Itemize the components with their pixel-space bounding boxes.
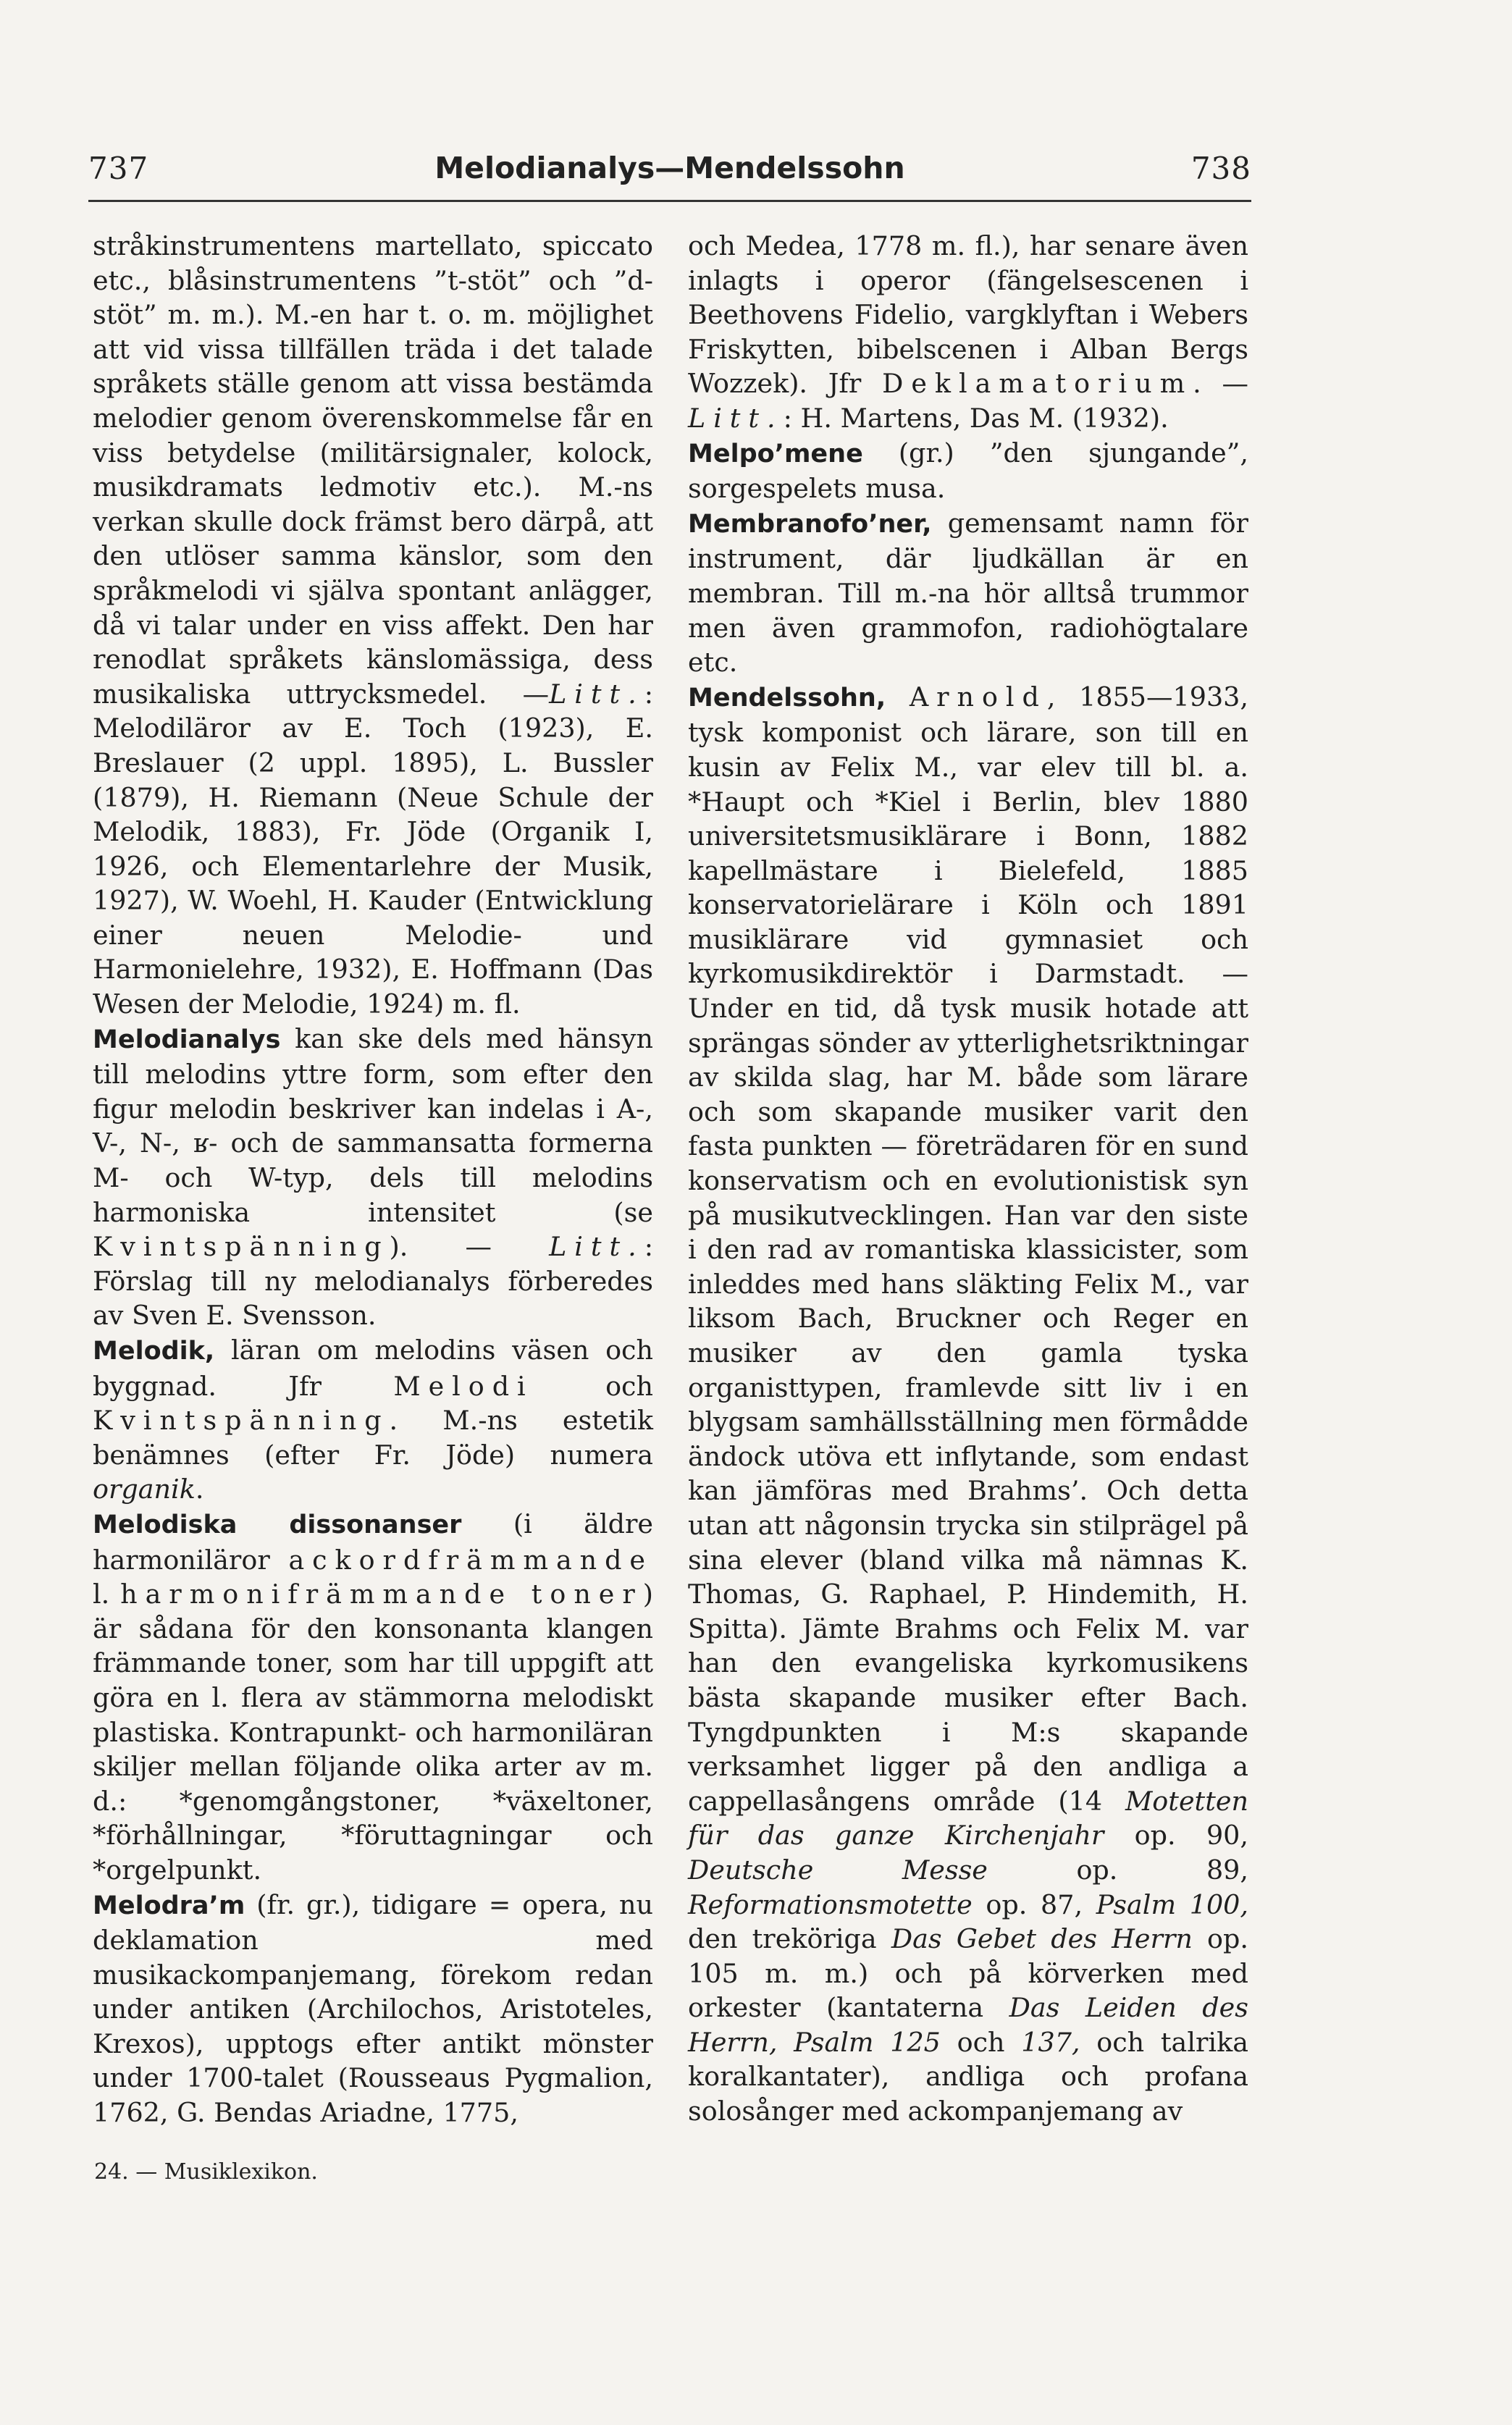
right-page-number: 738 xyxy=(1190,151,1251,186)
left-column xyxy=(93,229,653,2130)
entry-melodianalys: Melodianalys kan ske dels med hänsyn till melodins yttre form, som efter den figur melodin beskriver kan indelas i A-, V-, N-, ʁ- och de sammansatta formerna M- och W-typ, dels till melodins harmoniska intensitet (se Kvintspänning). — Litt.: Förslag till ny melodianalys förberedes av Sven E. Svensson. xyxy=(93,1022,653,1332)
headword-melodiska-dissonanser: Melodiska dissonanser xyxy=(93,1510,462,1539)
right-column xyxy=(688,229,1248,2129)
headword-mendelssohn: Mendelssohn, xyxy=(688,683,886,713)
entry-membranofoner: Membranofo’ner, gemensamt namn för instrument, där ljudkällan är en membran. Till m.-na hör alltså trummor men även grammofon, radiohögtalare etc. xyxy=(688,507,1248,678)
headword-melpomene: Melpo’mene xyxy=(688,439,863,468)
headword-melodik: Melodik, xyxy=(93,1337,215,1366)
headword-melodianalys: Melodianalys xyxy=(93,1025,281,1054)
left-page-number: 737 xyxy=(88,151,149,186)
running-title: Melodianalys—Mendelssohn xyxy=(434,151,905,185)
entry-mendelssohn: Mendelssohn, Arnold, 1855—1933, tysk komponist och lärare, son till en kusin av Felix M., var elev till bl. a. *Haupt och *Kiel i Berlin, blev 1880 universitetsmusiklärare i Bonn, 1882 kapellmästare i Bielefeld, 1885 konservatorielärare i Köln och 1891 musiklärare vid gymnasiet och kyrkomusikdirektör i Darmstadt. — Under en tid, då tysk musik hotade att sprängas sönder av ytterlighetsriktningar av skilda slag, har M. både som lärare och som skapande musiker varit den fasta punkten — företrädaren för en sund konservatism och en evolutionistisk syn på musikutvecklingen. Han var den siste i den rad av romantiska klassicister, som inleddes med hans släkting Felix M., var liksom Bach, Bruckner och Reger en musiker av den gamla tyska organisttypen, framlevde sitt liv i en blygsam samhällsställning men förmådde ändock utöva ett inflytande, som endast kan jämföras med Brahms’. Och detta utan att någonsin trycka sin stilprägel på sina elever (bland vilka må nämnas K. Thomas, G. Raphael, P. Hindemith, H. Spitta). Jämte Brahms och Felix M. var han den evangeliska kyrkomusikens bästa skapande musiker efter Bach. Tyngdpunkten i M:s skapande verksamhet ligger på den andliga a cappellasångens område (14 Motetten für das ganze Kirchenjahr op. 90, Deutsche Messe op. 89, Reformationsmotette op. 87, Psalm 100, den treköriga Das Gebet des Herrn op. 105 m. m.) och på körverken med orkester (kantaterna Das Leiden des Herrn, Psalm 125 och 137, och talrika koralkantater), andliga och profana solosånger med ackompanjemang av xyxy=(688,681,1249,2127)
headword-melodram: Melodra’m xyxy=(93,1891,245,1920)
header-rule xyxy=(88,200,1251,202)
entry-melodik: Melodik, läran om melodins väsen och byggnad. Jfr Melodi och Kvintspänning. M.-ns estetik benämnes (efter Fr. Jöde) numera organik. xyxy=(93,1335,653,1505)
entry-melodi-continued: stråkinstrumentens martellato, spiccato etc., blåsinstrumentens ”t-stöt” och ”d-stöt” m. m.). M.-en har t. o. m. möjlighet att vid vissa tillfällen träda i det talade språkets ställe genom att vissa bestämda melodier genom överenskommelse får en viss betydelse (militärsignaler, kolock, musikdramats ledmotiv etc.). M.-ns verkan skulle dock främst bero därpå, att den utlöser samma känslor, som den språkmelodi vi själva spontant anlägger, då vi talar under en viss affekt. Den har renodlat språkets känslomässiga, dess musikaliska uttrycksmedel. —Litt.: Melodiläror av E. Toch (1923), E. Breslauer (2 uppl. 1895), L. Bussler (1879), H. Riemann (Neue Schule der Melodik, 1883), Fr. Jöde (Organik I, 1926, och Elementarlehre der Musik, 1927), W. Woehl, H. Kauder (Entwicklung einer neuen Melodie- und Harmonielehre, 1932), E. Hoffmann (Das Wesen der Melodie, 1924) m. fl. xyxy=(93,230,653,1020)
entry-melodram: Melodra’m (fr. gr.), tidigare = opera, nu deklamation med musikackompanjemang, förekom redan under antiken (Archilochos, Aristoteles, Krexos), upptogs efter antikt mönster under 1700-talet (Rousseaus Pygmalion, 1762, G. Bendas Ariadne, 1775, xyxy=(93,1888,653,2129)
inverted-n-symbol: ʁ xyxy=(193,1127,209,1159)
headword-membranofoner: Membranofo’ner, xyxy=(688,509,932,539)
entry-melodiska-dissonanser: Melodiska dissonanser (i äldre harmoniläror ackordfrämmande l. harmonifrämmande toner) är sådana för den konsonanta klangen främmande toner, som har till uppgift att göra en l. flera av stämmorna melodiskt plastiska. Kontrapunkt- och harmoniläran skiljer mellan följande olika arter av m. d.: *genomgångstoner, *växeltoner, *förhållningar, *föruttagningar och *orgelpunkt. xyxy=(93,1508,653,1886)
page-header xyxy=(88,151,1251,194)
signature-footer: 24. — Musiklexikon. xyxy=(94,2159,318,2185)
entry-melodram-continued: och Medea, 1778 m. fl.), har senare även inlagts i operor (fängelsescenen i Beethovens Fidelio, vargklyftan i Webers Friskytten, bibelscenen i Alban Bergs Wozzek). Jfr Deklamatorium. — Litt.: H. Martens, Das M. (1932). xyxy=(688,230,1248,434)
entry-melpomene: Melpo’mene (gr.) ”den sjungande”, sorgespelets musa. xyxy=(688,437,1248,505)
